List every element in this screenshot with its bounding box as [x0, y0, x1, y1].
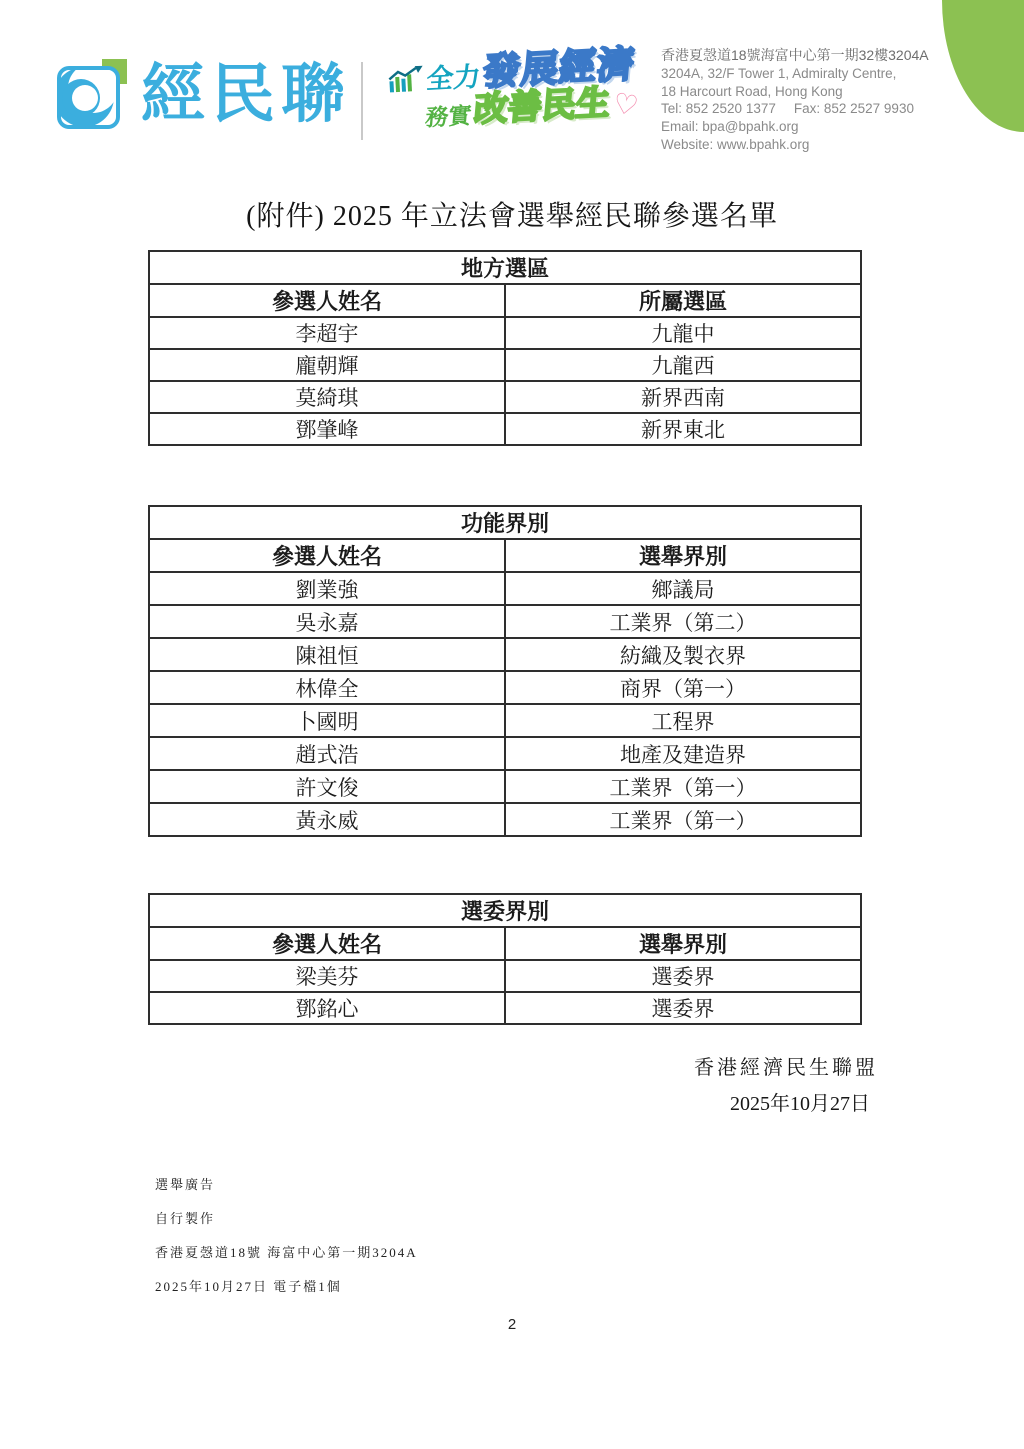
note-line: 自行製作	[155, 1211, 216, 1226]
address-english-line1: 3204A, 32/F Tower 1, Admiralty Centre,	[661, 65, 897, 81]
table-row	[149, 605, 861, 638]
candidate-name-cell: 黃永威	[149, 803, 505, 836]
constituency-cell: 地產及建造界	[505, 737, 861, 770]
constituency-cell: 新界西南	[505, 381, 861, 413]
column-header-constituency: 選舉界別	[505, 927, 861, 960]
slogan-line2-main: 改善民生	[472, 83, 612, 130]
signature-date: 2025年10月27日	[730, 1093, 870, 1115]
table-row	[149, 770, 861, 803]
table-row	[149, 803, 861, 836]
tel-number: Tel: 852 2520 1377	[661, 101, 776, 117]
candidate-name-cell: 許文俊	[149, 770, 505, 803]
constituency-cell: 鄉議局	[505, 572, 861, 605]
table-row	[149, 671, 861, 704]
table-caption: 地方選區	[149, 251, 861, 284]
candidate-name-cell: 龐朝輝	[149, 349, 505, 381]
candidate-name-cell: 趙式浩	[149, 737, 505, 770]
table-row	[149, 572, 861, 605]
candidate-name-cell: 劉業強	[149, 572, 505, 605]
table-caption: 選委界別	[149, 894, 861, 927]
candidate-name-cell: 林偉全	[149, 671, 505, 704]
email-line: Email: bpa@bpahk.org	[661, 119, 799, 135]
constituency-cell: 紡織及製衣界	[505, 638, 861, 671]
slogan-line1-prefix: 全力	[425, 61, 482, 95]
table-row	[149, 349, 861, 381]
table-caption-row	[149, 251, 861, 284]
candidate-name-cell: 莫綺琪	[149, 381, 505, 413]
fax-number: Fax: 852 2527 9930	[793, 101, 914, 117]
organization-name: 香港經濟民生聯盟	[694, 1057, 878, 1079]
table-functional-constituencies	[148, 505, 862, 837]
note-line: 香港夏愨道18號 海富中心第一期3204A	[155, 1245, 418, 1260]
constituency-cell: 商界（第一）	[505, 671, 861, 704]
logo-crescent-box	[57, 66, 120, 129]
table-header-row	[149, 539, 861, 572]
election-ad-notes	[155, 1168, 418, 1304]
constituency-cell: 選委界	[505, 992, 861, 1024]
constituency-cell: 工業界（第二）	[505, 605, 861, 638]
candidate-name-cell: 梁美芬	[149, 960, 505, 992]
table-row	[149, 413, 861, 445]
bpa-logo-icon	[57, 59, 127, 129]
column-header-name: 參選人姓名	[149, 284, 505, 317]
candidate-name-cell: 陳祖恒	[149, 638, 505, 671]
signature-block	[694, 1050, 878, 1122]
table-row	[149, 737, 861, 770]
growth-chart-icon	[387, 66, 424, 94]
slogan-line1-main: 發展經濟	[481, 43, 637, 93]
table-row	[149, 381, 861, 413]
table-row	[149, 704, 861, 737]
candidate-name-cell: 吳永嘉	[149, 605, 505, 638]
table-row	[149, 960, 861, 992]
heart-icon: ♡	[610, 87, 641, 123]
constituency-cell: 工業界（第一）	[505, 770, 861, 803]
address-chinese: 香港夏愨道18號海富中心第一期32樓3204A	[661, 47, 929, 63]
constituency-cell: 選委界	[505, 960, 861, 992]
table-caption-row	[149, 506, 861, 539]
candidate-name-cell: 鄧銘心	[149, 992, 505, 1024]
column-header-name: 參選人姓名	[149, 927, 505, 960]
contact-block	[661, 47, 961, 154]
candidate-name-cell: 卜國明	[149, 704, 505, 737]
note-line: 選舉廣告	[155, 1177, 216, 1192]
page-number: 2	[507, 1316, 517, 1333]
table-caption: 功能界別	[149, 506, 861, 539]
table-header-row	[149, 927, 861, 960]
slogan-graphic	[386, 43, 641, 132]
constituency-cell: 九龍西	[505, 349, 861, 381]
column-header-constituency: 所屬選區	[505, 284, 861, 317]
constituency-cell: 工業界（第一）	[505, 803, 861, 836]
column-header-constituency: 選舉界別	[505, 539, 861, 572]
table-geographical-constituencies	[148, 250, 862, 446]
constituency-cell: 新界東北	[505, 413, 861, 445]
header-divider	[361, 62, 363, 140]
column-header-name: 參選人姓名	[149, 539, 505, 572]
logo-wordmark: 經民聯	[141, 58, 351, 130]
constituency-cell: 工程界	[505, 704, 861, 737]
candidate-name-cell: 鄧肇峰	[149, 413, 505, 445]
tel-fax-line	[661, 100, 961, 118]
note-line: 2025年10月27日 電子檔1個	[155, 1279, 342, 1294]
slogan-line2-prefix: 務實	[424, 102, 473, 131]
table-caption-row	[149, 894, 861, 927]
candidate-name-cell: 李超宇	[149, 317, 505, 349]
constituency-cell: 九龍中	[505, 317, 861, 349]
table-election-committee	[148, 893, 862, 1025]
table-header-row	[149, 284, 861, 317]
page-title: (附件) 2025 年立法會選舉經民聯參選名單	[246, 201, 778, 232]
website-line: Website: www.bpahk.org	[661, 136, 810, 152]
address-english-line2: 18 Harcourt Road, Hong Kong	[661, 83, 843, 99]
table-row	[149, 992, 861, 1024]
bpa-logo	[57, 58, 351, 130]
table-row	[149, 317, 861, 349]
table-row	[149, 638, 861, 671]
